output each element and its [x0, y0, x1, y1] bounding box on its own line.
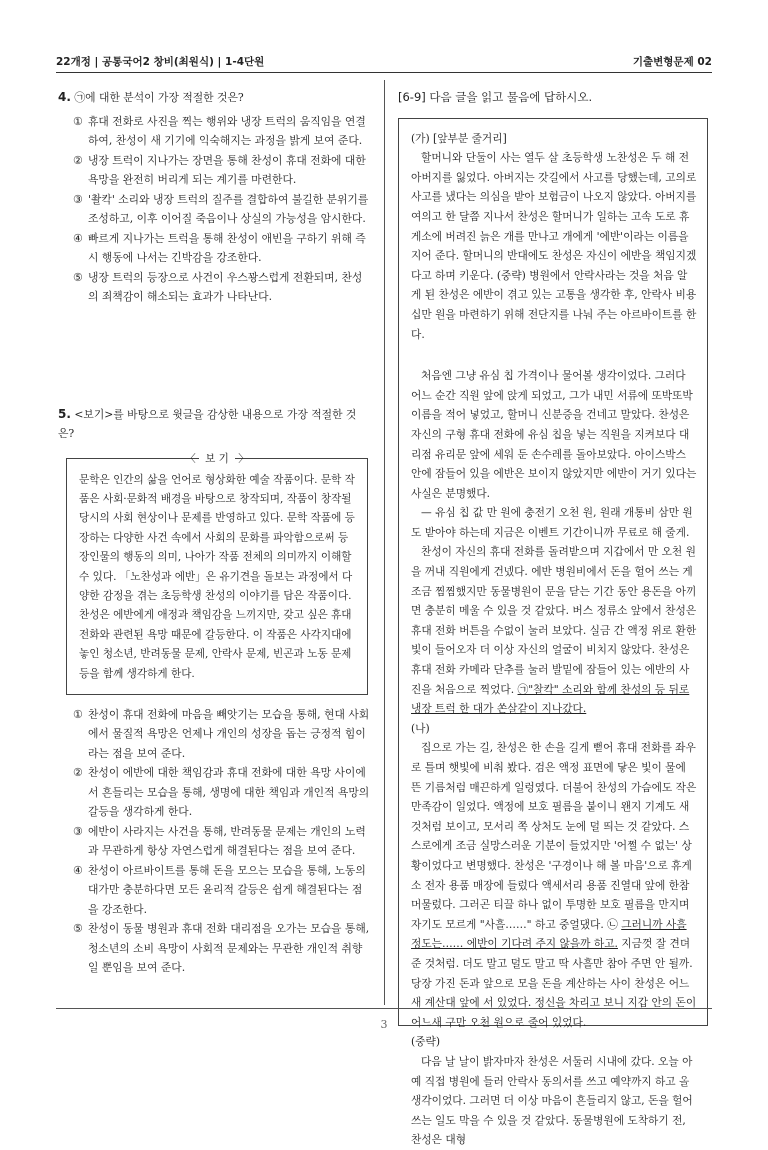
left-column — [58, 88, 370, 978]
option-mark: ⑤ — [73, 922, 83, 936]
option-text: '촬칵' 소리와 냉장 트럭의 질주를 결합하여 불길한 분위기를 조성하고, 이후 이어질 죽음이나 상실의 가능성을 암시한다. — [88, 192, 369, 225]
underline-b: 그러니까 사흘 정도는…… 에반이 기다려 주지 않을까 하고. — [411, 917, 687, 951]
q5-option-3[interactable] — [58, 822, 370, 861]
bogi-title: 〈 보 기 〉 — [185, 452, 249, 465]
question-4-number: 4. — [58, 90, 71, 104]
header-divider — [56, 72, 712, 73]
option-text: 휴대 전화로 사진을 찍는 행위와 냉장 트럭의 움직임을 연결하여, 찬성이 새 기기에 익숙해지는 과정을 밝게 보여 준다. — [88, 114, 366, 147]
option-mark: ① — [73, 707, 83, 721]
underline-a: ㉠"찰칵" 소리와 함께 찬성의 등 뒤로 냉장 트럭 한 대가 쏜살같이 지나갔다. — [411, 682, 690, 716]
question-4 — [58, 88, 370, 108]
option-text: 찬성이 아르바이트를 통해 돈을 모으는 모습을 통해, 노동의 대가만 충분하다면 모든 윤리적 갈등은 쉽게 해결된다는 점을 강조한다. — [88, 863, 366, 916]
q4-option-4[interactable] — [58, 229, 370, 268]
passage-heading: [6-9] 다음 글을 읽고 물음에 답하시오. — [398, 90, 593, 104]
option-text: 냉장 트럭의 등장으로 사건이 우스꽝스럽게 전환되며, 찬성의 죄책감이 해소되는 효과가 나타난다. — [88, 270, 363, 303]
passage-ga-summary: 할머니와 단둘이 사는 열두 살 초등학생 노찬성은 두 해 전 아버지를 잃었다. 아버지는 갓길에서 사고를 당했는데, 고의로 사고를 냈다는 의심을 받아 보험금이 나오지 않았다. 아버지를 여의고 한 달쯤 지나서 찬성은 할머니가 일하는 고속 도로 휴게소에 버려진 늙은 개를 만나고 개에게 '에반'이라는 이름을 지어 준다. 할머니의 반대에도 찬성은 자신이 에반을 책임지겠다고 하며 키운다. (중략) 병원에서 안락사라는 것을 처음 알게 된 찬성은 에반이 겪고 있는 고통을 생각한 후, 안락사 비용 십만 원을 마련하기 위해 전단지를 나눠 주는 아르바이트를 한다. — [411, 151, 697, 341]
column-divider — [384, 80, 385, 1005]
option-text: 찬성이 휴대 전화에 마음을 빼앗기는 모습을 통해, 현대 사회에서 물질적 욕망은 언제나 개인의 성장을 돕는 긍정적 힘이라는 점을 보여 준다. — [88, 707, 370, 760]
q5-option-5[interactable] — [58, 919, 370, 978]
footer-divider — [56, 1008, 712, 1009]
option-mark: ④ — [73, 231, 83, 245]
q5-option-1[interactable] — [58, 705, 370, 764]
option-mark: ⑤ — [73, 270, 83, 284]
option-text: 에반이 사라지는 사건을 통해, 반려동물 문제는 개인의 노력과 무관하게 항상 자연스럽게 해결된다는 점을 보여 준다. — [88, 824, 366, 858]
passage-na-p1-text: 집으로 가는 길, 찬성은 한 손을 길게 뻗어 휴대 전화를 좌우로 틀며 햇빛에 비춰 봤다. 검은 액정 표면에 닿은 빛이 물에 뜬 기름처럼 매끈하게 일렁였다. 더불어 찬성의 가슴에도 작은 만족감이 일었다. 액정에 보호 필름을 붙이니 왠지 기계도 새것처럼 보이고, 모서리 쪽 상처도 눈에 덜 띄는 것 같았다. 스스로에게 조금 실망스러운 기분이 들었지만 '어쩔 수 없는' 상황이었다고 변명했다. 찬성은 '구경이나 해 볼 마음'으로 휴게소 전자 용품 매장에 들렀다 액세서리 용품 진열대 앞에 한참 머물렀다. 그러곤 티끌 하나 없이 투명한 보호 필름을 만지며 자기도 모르게 "사흘……" 하고 중얼댔다. ㉡ — [411, 741, 697, 931]
passage-ga-label: (가) [앞부분 줄거리] — [411, 131, 507, 145]
passage-ga-p2: — 유심 칩 값 만 원에 충전기 오천 원, 원래 개통비 삼만 원도 받아야 하는데 지금은 이벤트 기간이니까 무료로 해 줄게. — [411, 506, 693, 539]
passage-ga-p3-text: 찬성이 자신의 휴대 전화를 돌려받으며 지갑에서 만 오천 원을 꺼내 직원에게 건넸다. 에반 병원비에서 돈을 헐어 쓰는 게 조금 찜찜했지만 동물병원이 문을 닫는 기간 동안 용돈을 아끼면 충분히 메울 수 있을 것 같았다. 버스 정류소 앞에서 찬성은 휴대 전화 버튼을 수없이 눌러 보았다. 실금 간 액정 위로 환한 빛이 들어오자 더 이상 자신의 얼굴이 비치지 않았다. 찬성은 휴대 전화 카메라 단추를 눌러 발밑에 잠들어 있는 에반의 사진을 처음으로 찍었다. — [411, 545, 697, 696]
bogi-box — [66, 452, 368, 695]
bogi-title-text: 보 기 — [199, 453, 235, 465]
question-5-number: 5. — [58, 406, 71, 421]
option-mark: ② — [73, 766, 83, 780]
option-mark: ② — [73, 153, 83, 167]
option-text: 빠르게 지나가는 트럭을 통해 찬성이 애빈을 구하기 위해 즉시 행동에 나서는 긴박감을 강조한다. — [88, 231, 366, 264]
option-mark: ① — [73, 114, 83, 128]
passage-na-p1 — [411, 738, 697, 1032]
passage-na-p2: 다음 날 날이 밝자마자 찬성은 서둘러 시내에 갔다. 오늘 아예 직접 병원에 들러 안락사 동의서를 쓰고 예약까지 하고 올 생각이었다. 그러면 더 이상 마음이 흔들리지 않고, 돈을 헐어 쓰는 일도 막을 수 있을 것 같았다. 동물병원에 도착하기 전, 찬성은 대형 — [411, 1054, 693, 1147]
question-5-stem: <보기>를 바탕으로 윗글을 감상한 내용으로 가장 적절한 것은? — [58, 407, 357, 440]
passage-omission: (중략) — [411, 1035, 440, 1049]
question-5 — [58, 405, 370, 444]
option-text: 냉장 트럭이 지나가는 장면을 통해 찬성이 휴대 전화에 대한 욕망을 완전히 버리게 되는 계기를 마련한다. — [88, 153, 366, 186]
q5-option-2[interactable] — [58, 763, 370, 822]
question-4-options — [58, 112, 370, 307]
passage-na-label: (나) — [411, 721, 430, 735]
bogi-text: 문학은 인간의 삶을 언어로 형상화한 예술 작품이다. 문학 작품은 사회·문화적 배경을 바탕으로 창작되며, 작품이 창작될 당시의 사회 현상이나 문제를 반영하고 있다. 문학 작품에 등장하는 다양한 사건 속에서 사회의 문화를 파악함으로써 등장인물의 행동의 의미, 나아가 작품 전체의 의미까지 이해할 수 있다. 「노찬성과 에반」은 유기견을 돌보는 과정에서 다양한 감정을 겪는 초등학생 찬성의 이야기를 담은 작품이다. 찬성은 에반에게 애정과 책임감을 느끼지만, 갖고 싶은 휴대 전화와 관련된 욕망 때문에 갈등한다. 이 작품은 사각지대에 놓인 청소년, 반려동물 문제, 안락사 문제, 빈곤과 노동 문제 등을 함께 생각하게 한다. — [79, 473, 355, 680]
q4-option-1[interactable] — [58, 112, 370, 151]
passage-ga-p1: 처음엔 그냥 유심 칩 가격이나 물어볼 생각이었다. 그러다 어느 순간 직원 앞에 앉게 되었고, 그가 내민 서류에 또박또박 이름을 적어 넣었고, 할머니 신분증을 건네고 말았다. 찬성은 자신의 구형 휴대 전화에 유심 칩을 넣는 직원을 지켜보다 대리점 유리문 앞에 세워 둔 손수레를 돌아보았다. 아이스박스 안에 잠들어 있을 에반은 보이지 않았지만 에반이 거기 있다는 사실은 분명했다. — [411, 369, 697, 500]
page-header — [56, 50, 712, 72]
option-text: 찬성이 에반에 대한 책임감과 휴대 전화에 대한 욕망 사이에서 흔들리는 모습을 통해, 생명에 대한 책임과 개인적 욕망의 갈등을 생각하게 한다. — [88, 766, 370, 819]
page-number: 3 — [380, 1018, 388, 1031]
option-mark: ③ — [73, 192, 83, 206]
right-column — [398, 88, 712, 1147]
q4-option-2[interactable] — [58, 151, 370, 190]
option-mark: ④ — [73, 863, 83, 877]
option-mark: ③ — [73, 824, 83, 838]
passage-na-p1-rest: 지금껏 잘 견뎌 준 것처럼. 더도 말고 덜도 말고 딱 사흘만 참아 주면 안 될까. 당장 가진 돈과 앞으로 모을 돈을 계산하는 사이 찬성은 어느새 계산대 앞에 서 있었다. 정신을 차리고 보니 지갑 안의 돈이 어느새 구만 오천 원으로 줄어 있었다. — [411, 937, 697, 1029]
q4-option-3[interactable] — [58, 190, 370, 229]
header-title: 기출변형문제 02 — [632, 56, 712, 68]
passage-box — [398, 118, 708, 1147]
question-5-options — [58, 705, 370, 978]
question-4-stem: ㉠에 대한 분석이 가장 적절한 것은? — [74, 91, 244, 104]
header-course: 22개정 | 공통국어2 창비(최원식) | 1-4단원 — [56, 56, 265, 68]
option-text: 찬성이 동물 병원과 휴대 전화 대리점을 오가는 모습을 통해, 청소년의 소비 욕망이 사회적 문제와는 무관한 개인적 취향일 뿐임을 보여 준다. — [88, 922, 370, 975]
q5-option-4[interactable] — [58, 861, 370, 920]
passage-ga-p3 — [411, 542, 697, 718]
q4-option-5[interactable] — [58, 268, 370, 307]
